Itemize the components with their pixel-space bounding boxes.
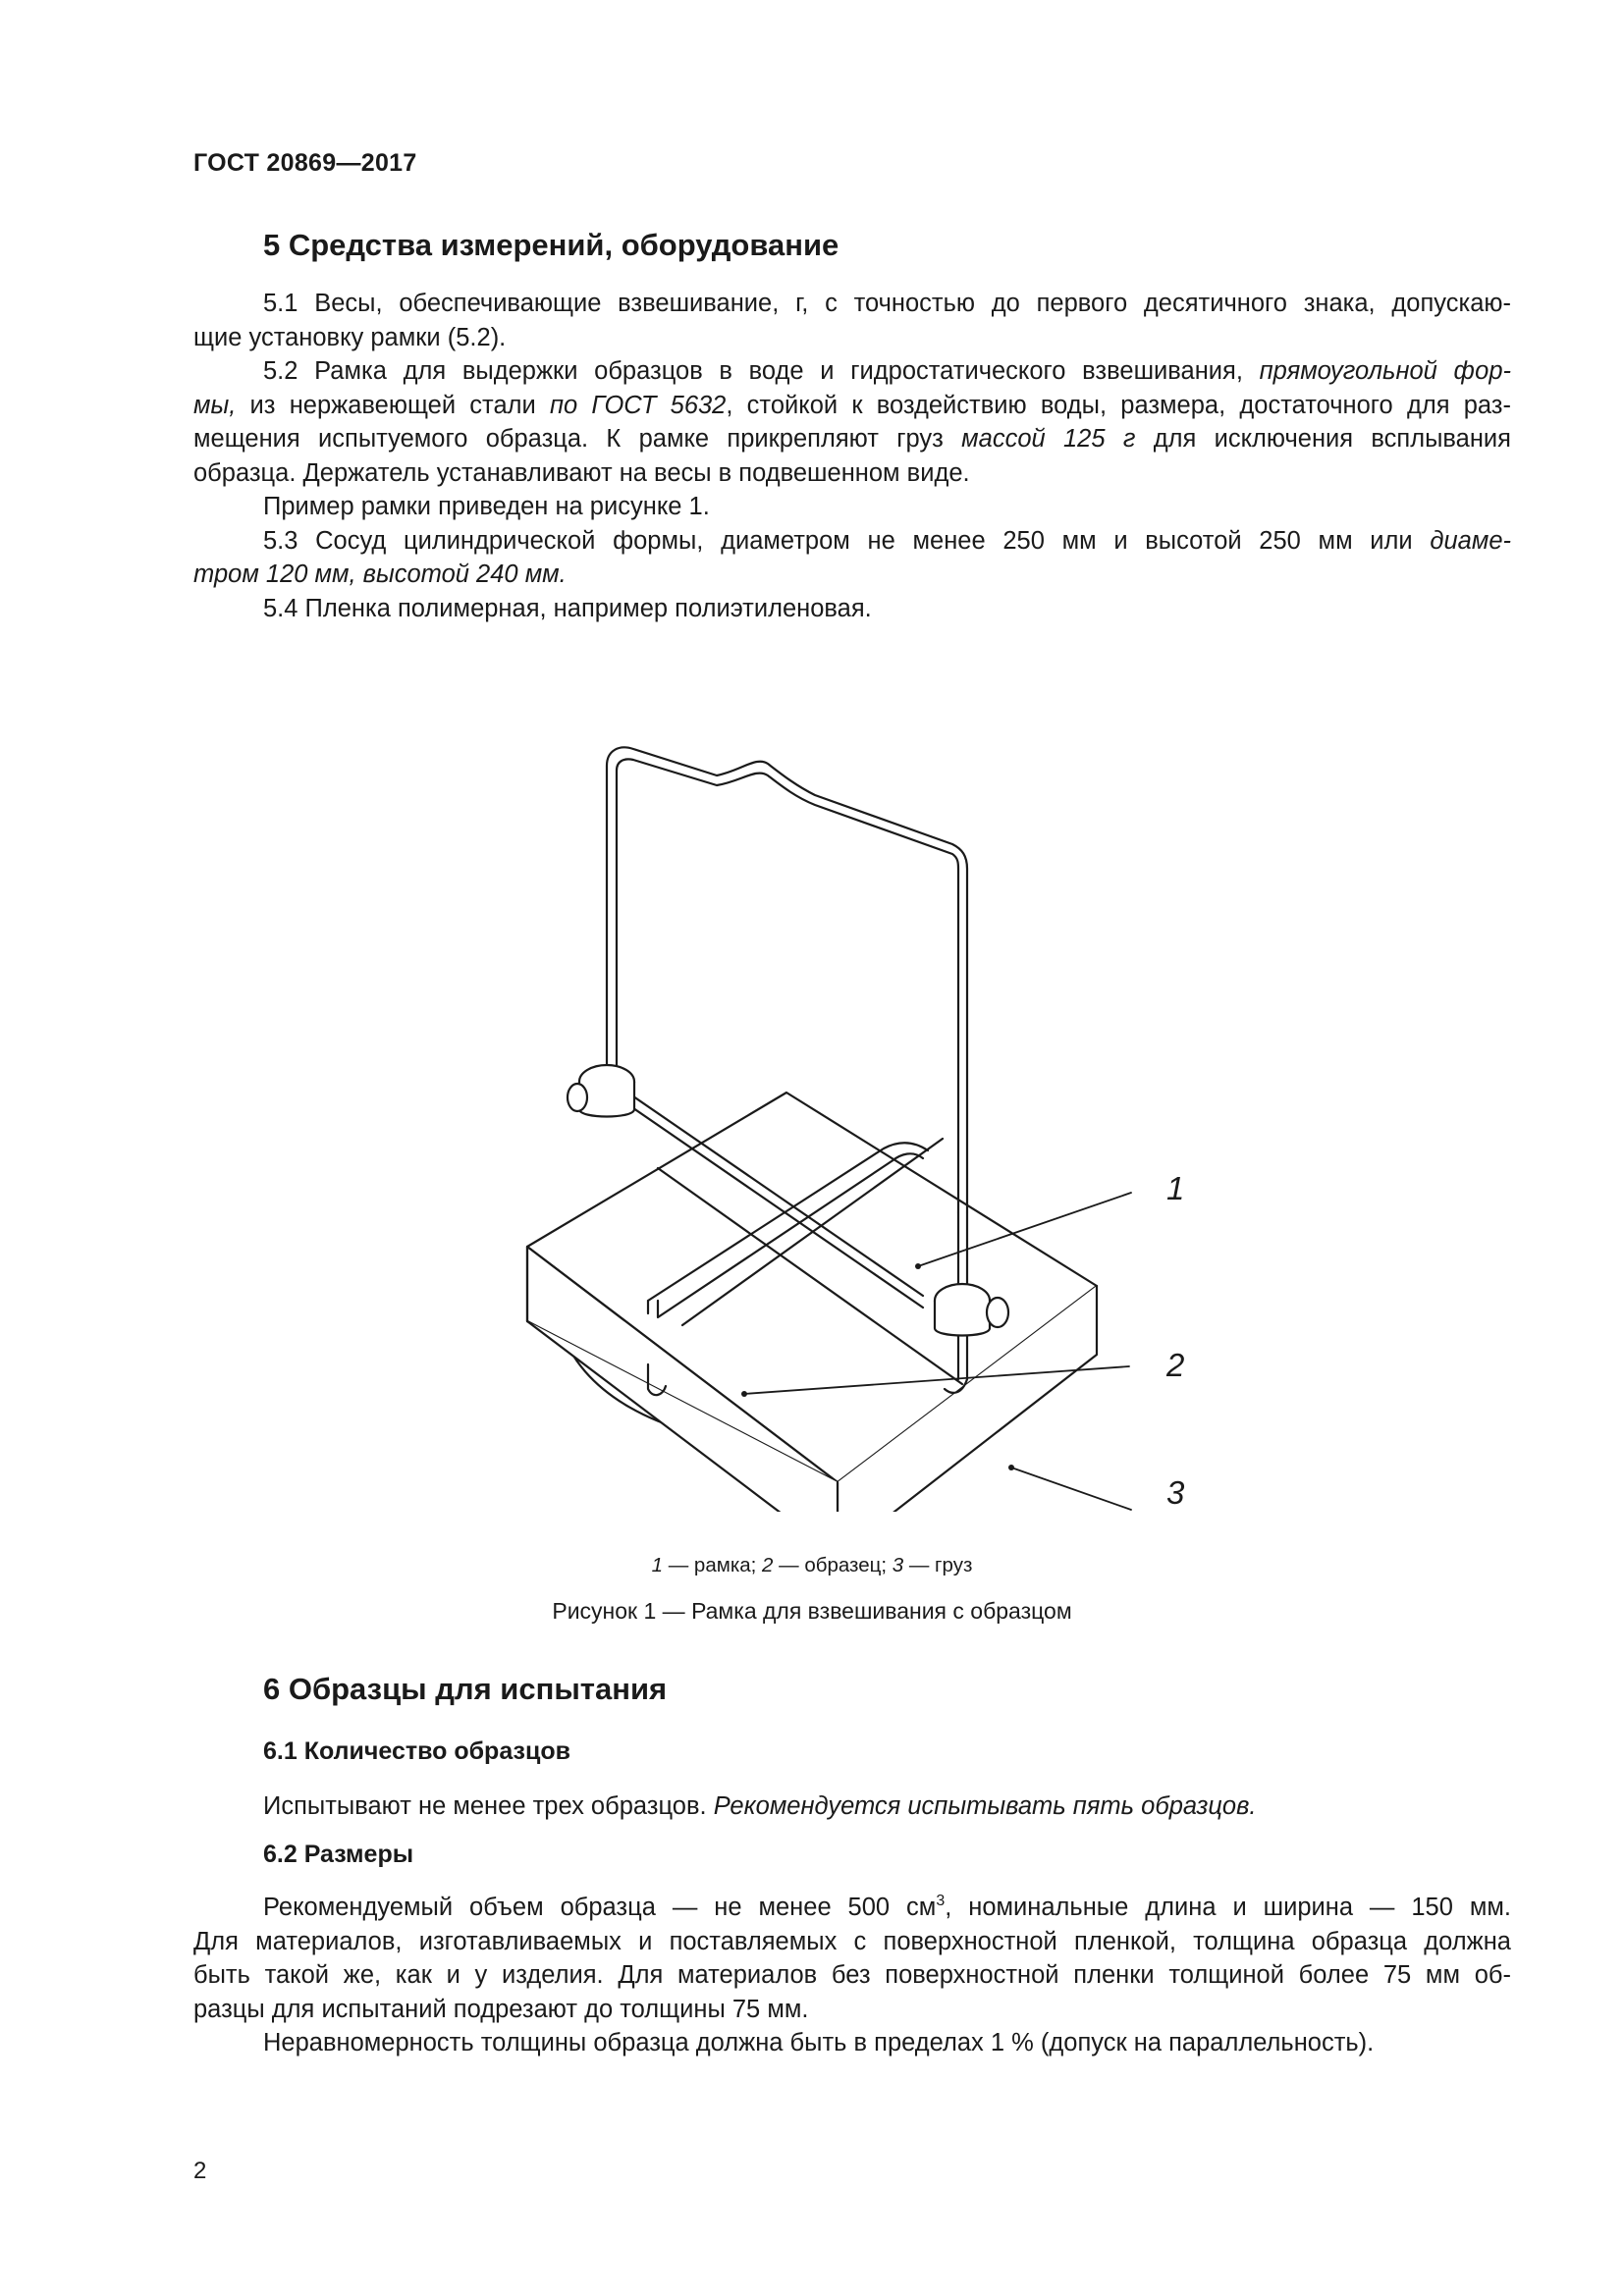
callout-2: 2	[1166, 1347, 1185, 1383]
page-number: 2	[193, 2158, 207, 2184]
paragraph-5-1-line-2: щие установку рамки (5.2).	[193, 323, 507, 351]
legend-number-2: 2	[762, 1554, 774, 1576]
figure-1-drawing	[491, 648, 1198, 1512]
paragraph-6-2-text: Рекомендуемый объем образца — не менее 500 см	[263, 1894, 937, 1921]
frame-collar-right-knob	[987, 1298, 1008, 1327]
paragraph-5-3-line-2	[193, 558, 1511, 592]
section-5-heading: 5 Средства измерений, оборудование	[263, 228, 839, 262]
paragraph-5-2-text: для исключения всплывания	[1135, 425, 1511, 453]
frame-collar-right-side	[935, 1301, 990, 1336]
gost-5632-reference: по ГОСТ 5632	[549, 391, 727, 419]
paragraph-5-2-line-3	[193, 422, 1511, 456]
legend-text-1: — рамка;	[663, 1554, 763, 1576]
paragraph-5-2-line-1	[193, 354, 1511, 389]
subsection-6-1-body	[193, 1789, 1511, 1824]
legend-text-2: — образец;	[773, 1554, 893, 1576]
legend-text-3: — груз	[903, 1554, 973, 1576]
leader-line-3	[1011, 1468, 1131, 1510]
subsection-6-2-heading: 6.2 Размеры	[263, 1841, 414, 1868]
paragraph-5-2-text: из нержавеющей стали	[236, 391, 550, 419]
paragraph-5-1-line-1: 5.1 Весы, обеспечивающие взвешивание, г, с точностью до первого десятичного знака, допускаю-	[263, 290, 1511, 317]
paragraph-6-2-line-3: быть такой же, как и у изделия. Для материалов без поверхностной пленки толщиной более 75 мм об-	[193, 1961, 1511, 1989]
paragraph-5-2-text: , стойкой к воздействию воды, размера, достаточного для раз-	[726, 391, 1511, 419]
figure-1-legend	[0, 1554, 1624, 1577]
leader-dot-1	[915, 1263, 921, 1269]
paragraph-5-3-text: 5.3 Сосуд цилиндрической формы, диаметром не менее 250 мм и высотой 250 мм или	[263, 526, 1431, 555]
section-6-heading: 6 Образцы для испытания	[263, 1672, 668, 1706]
specimen-top-face	[527, 1093, 1097, 1482]
standard-code-header: ГОСТ 20869—2017	[193, 149, 417, 177]
paragraph-6-2-text: , номинальные длина и ширина — 150 мм.	[945, 1894, 1511, 1921]
leader-dot-2	[741, 1391, 747, 1397]
paragraph-5-3-italic: диаме-	[1430, 526, 1511, 555]
section-5-body	[193, 287, 1511, 625]
paragraph-5-2-text: мещения испытуемого образца. К рамке прикрепляют груз	[193, 425, 962, 453]
callout-3: 3	[1166, 1474, 1185, 1511]
paragraph-5-2-text: 5.2 Рамка для выдержки образцов в воде и гидростатического взвешивания,	[263, 357, 1260, 385]
paragraph-6-1-italic: Рекомендуется испытывать пять образцов.	[713, 1792, 1257, 1820]
paragraph-5-2-italic: прямоугольной фор-	[1259, 357, 1511, 385]
paragraph-6-2-tolerance: Неравномерность толщины образца должна быть в пределах 1 % (допуск на параллельность).	[263, 2029, 1375, 2056]
paragraph-5-3-line-1	[193, 524, 1511, 559]
frame-with-specimen-illustration	[491, 648, 1198, 1512]
paragraph-5-2-line-4: образца. Держатель устанавливают на весы в подвешенном виде.	[193, 458, 970, 487]
paragraph-6-1	[193, 1789, 1511, 1824]
legend-number-1: 1	[651, 1554, 664, 1576]
weight-mass-value: массой 125 г	[961, 425, 1136, 453]
leader-dot-3	[1008, 1465, 1014, 1470]
paragraph-6-2-line-4: разцы для испытаний подрезают до толщины 75 мм.	[193, 1995, 809, 2023]
callout-1: 1	[1166, 1170, 1185, 1206]
frame-collar-left-knob	[568, 1084, 587, 1111]
paragraph-6-2-line-2: Для материалов, изготавливаемых и поставляемых с поверхностной пленкой, толщина образца должна	[193, 1927, 1511, 1955]
paragraph-example: Пример рамки приведен на рисунке 1.	[263, 493, 710, 520]
paragraph-6-1-text: Испытывают не менее трех образцов.	[263, 1792, 714, 1820]
figure-1-caption: Рисунок 1 — Рамка для взвешивания с образцом	[552, 1598, 1072, 1624]
paragraph-6-2-line-1	[193, 1891, 1511, 1925]
subsection-6-2-body	[193, 1891, 1511, 2060]
paragraph-5-3-italic: тром 120 мм, высотой 240 мм.	[193, 561, 567, 588]
subsection-6-1-heading: 6.1 Количество образцов	[263, 1737, 570, 1765]
paragraph-5-2-italic: мы,	[193, 391, 237, 419]
cubic-superscript: 3	[936, 1892, 946, 1909]
paragraph-5-4: 5.4 Пленка полимерная, например полиэтиленовая.	[263, 594, 872, 622]
paragraph-5-2-line-2	[193, 389, 1511, 423]
legend-number-3: 3	[892, 1554, 904, 1576]
